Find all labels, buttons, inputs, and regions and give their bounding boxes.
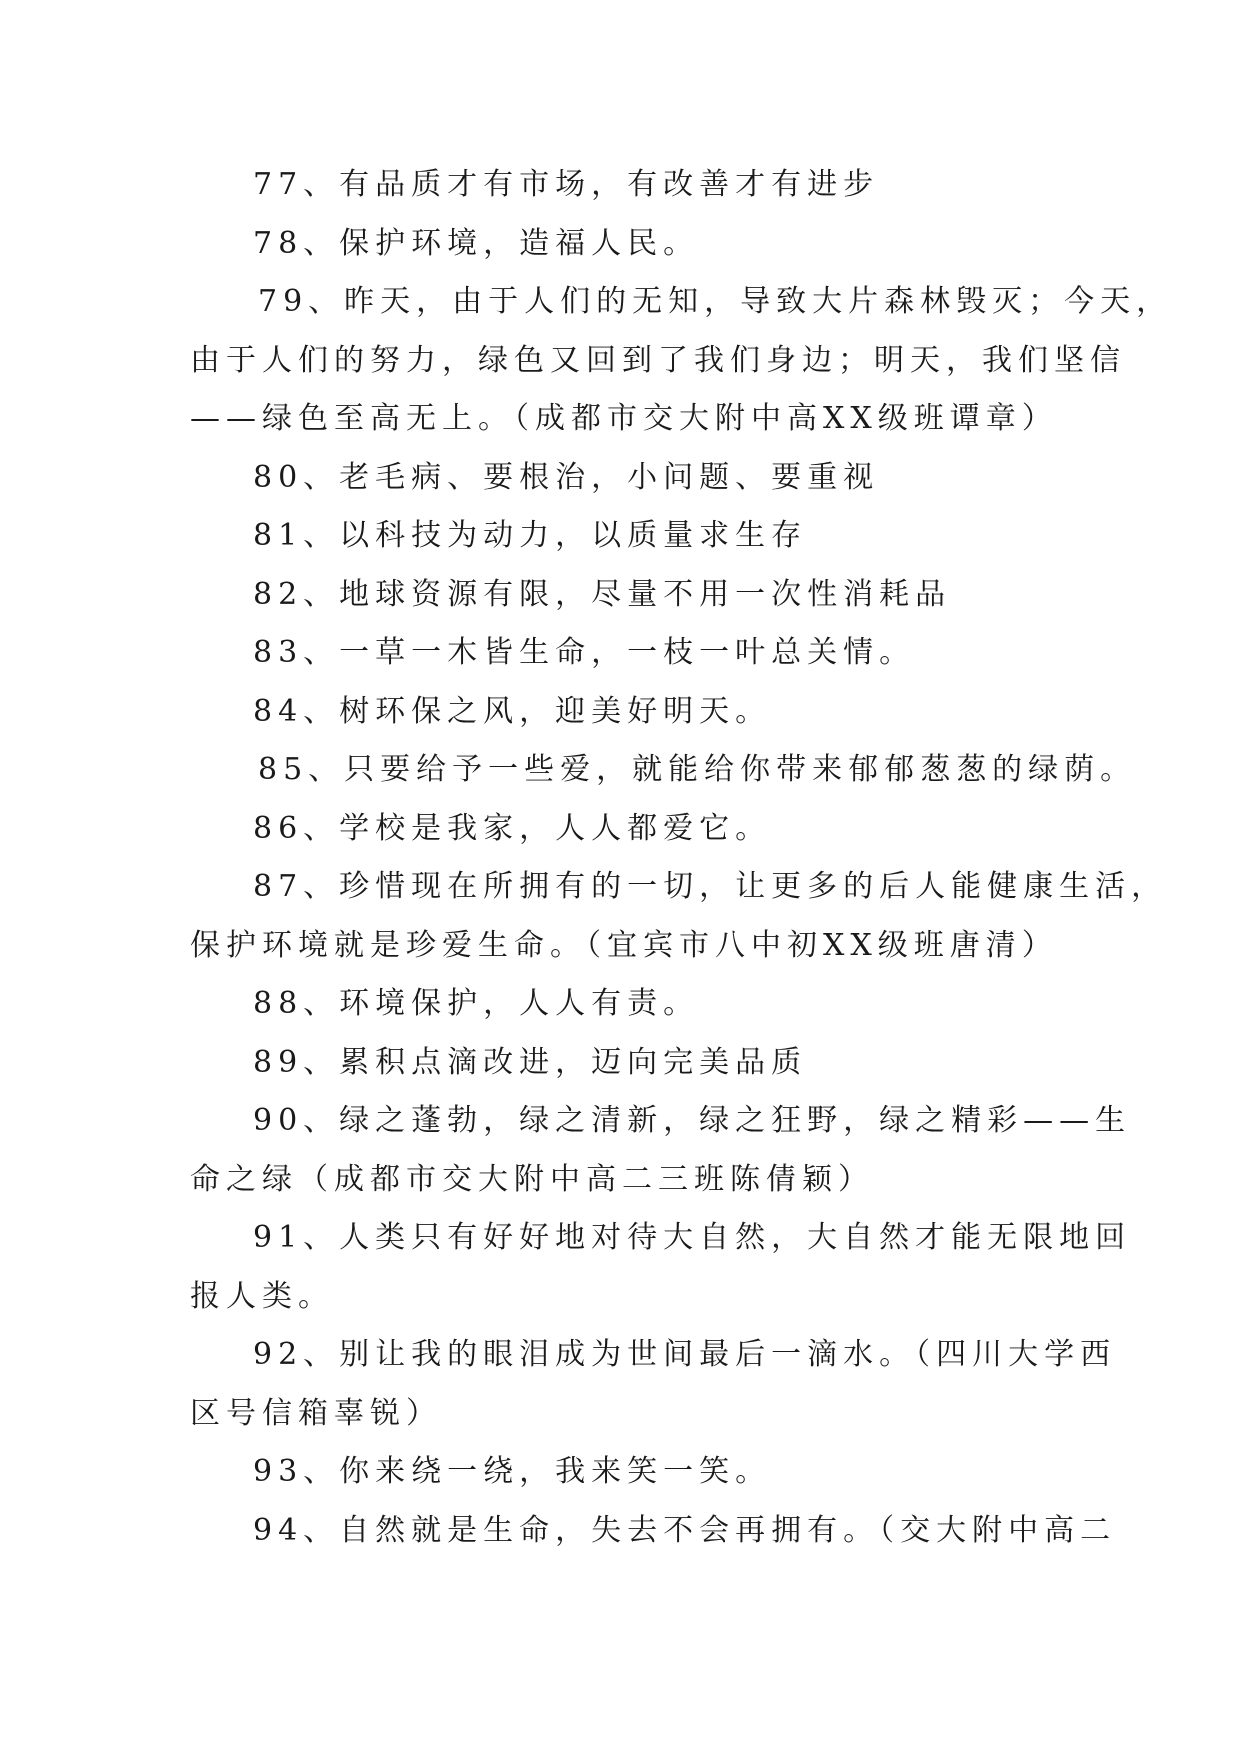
text-line: 93、你来绕一绕，我来笑一笑。 xyxy=(253,1454,772,1489)
text-line: 94、自然就是生命，失去不会再拥有。（交大附中高二 xyxy=(253,1512,1117,1548)
text-line: 80、老毛病、要根治，小问题、要重视 xyxy=(253,459,880,495)
text-line: 81、以科技为动力，以质量求生存 xyxy=(253,518,808,553)
text-line: 90、绿之蓬勃，绿之清新，绿之狂野，绿之精彩——生 xyxy=(253,1103,1132,1138)
text-line: 命之绿（成都市交大附中高二三班陈倩颖） xyxy=(190,1161,874,1197)
text-line: 85、只要给予一些爱，就能给你带来郁郁葱葱的绿荫。 xyxy=(258,752,1137,787)
text-line: 87、珍惜现在所拥有的一切，让更多的后人能健康生活， xyxy=(253,869,1168,904)
text-line: 由于人们的努力，绿色又回到了我们身边；明天，我们坚信 xyxy=(190,342,1126,378)
text-line: 84、树环保之风，迎美好明天。 xyxy=(253,693,772,729)
text-line: 91、人类只有好好地对待大自然，大自然才能无限地回 xyxy=(253,1220,1132,1255)
text-line: 79、昨天，由于人们的无知，导致大片森林毁灭；今天， xyxy=(258,284,1173,319)
slogan-list xyxy=(190,156,1173,1560)
text-line: 77、有品质才有市场，有改善才有进步 xyxy=(253,167,880,202)
text-line: 报人类。 xyxy=(190,1278,334,1314)
text-line: 88、环境保护，人人有责。 xyxy=(253,986,700,1021)
text-line: 86、学校是我家，人人都爱它。 xyxy=(253,810,772,846)
text-line: 92、别让我的眼泪成为世间最后一滴水。（四川大学西 xyxy=(253,1337,1117,1372)
text-line: 78、保护环境，造福人民。 xyxy=(253,225,700,261)
text-line: 89、累积点滴改进，迈向完美品质 xyxy=(253,1044,808,1080)
text-line: 区号信箱辜锐） xyxy=(190,1395,442,1431)
text-line: 83、一草一木皆生命，一枝一叶总关情。 xyxy=(253,635,916,670)
text-line: ——绿色至高无上。（成都市交大附中高XX级班谭章） xyxy=(190,401,1058,436)
text-line: 82、地球资源有限，尽量不用一次性消耗品 xyxy=(253,576,952,612)
text-line: 保护环境就是珍爱生命。（宜宾市八中初XX级班唐清） xyxy=(190,927,1058,963)
